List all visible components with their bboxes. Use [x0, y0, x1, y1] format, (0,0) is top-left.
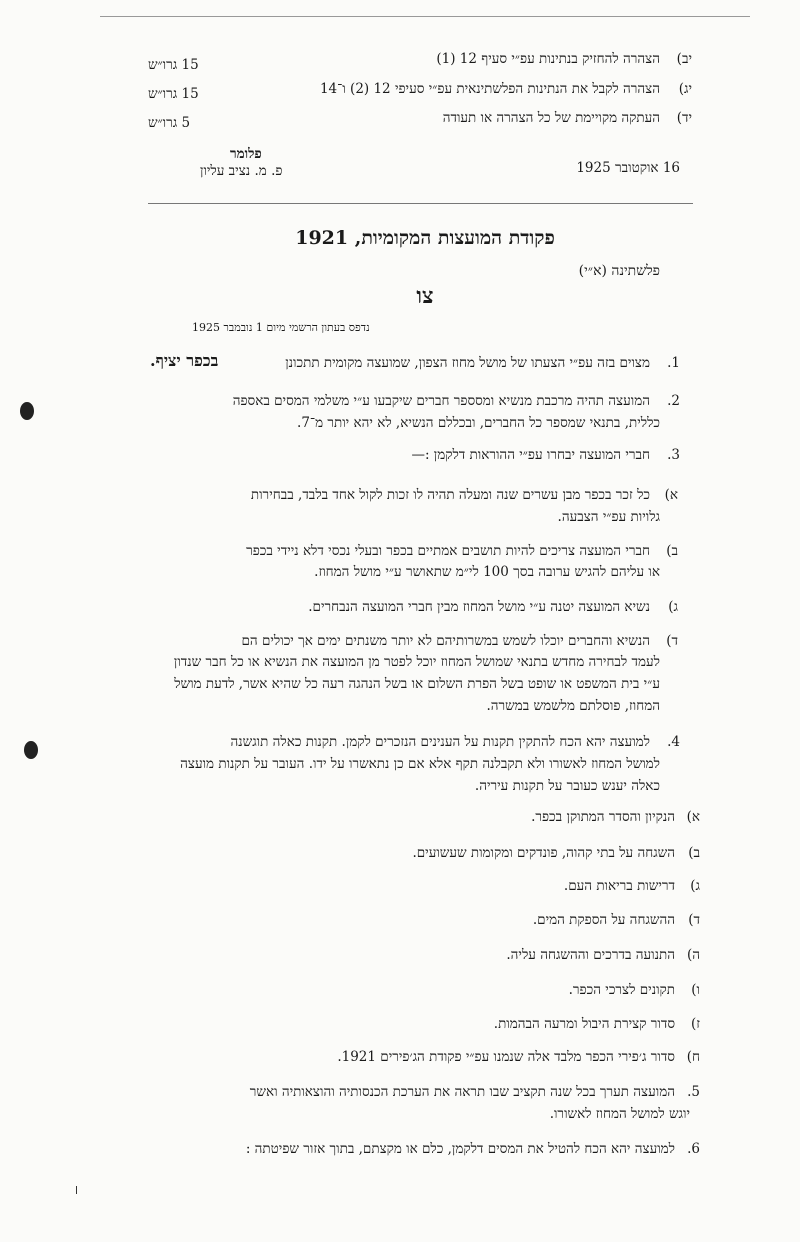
para-1-place: בכפר יציף.	[150, 351, 219, 370]
signature-date: 16 אוקטובר 1925	[576, 160, 680, 176]
sub-d-line: ע״י בית המשפט או שופט בשל הפרת השלום או בשל הנהגה רעה כל שהיא אשר, לדעת מושל	[174, 676, 660, 692]
para-3-text: חברי המועצה יבחרו עפ״י ההוראות דלקמן :—	[411, 447, 650, 463]
fee-item-amount: 15 גרו״ש	[148, 57, 199, 73]
sub-d-line: המחוז, פוסלתם מלשמש במשרה.	[486, 698, 660, 714]
publication-note: נדפס בעתון הרשמי מיום 1 נובמבר 1925	[192, 321, 370, 334]
para-5-num: 5.	[687, 1084, 700, 1100]
sub-d-line: לעמד לבחירה מחדש בתנאי שמושל המחוז יוכל לפטר מן המועצה את הנשיא או כל חבר שנדון	[173, 654, 660, 670]
fee-item-num: יד)	[676, 110, 692, 126]
list-item-num: ח)	[686, 1049, 700, 1065]
signature-name: פלומר	[230, 146, 262, 162]
top-scan-line	[100, 16, 750, 17]
sub-g-text: נשיא המועצה יטנה ע״י מושל המחוז מבין חברי המועצה הנבחרים.	[308, 599, 650, 615]
list-item-num: ב)	[688, 845, 700, 861]
list-item-num: ד)	[688, 912, 700, 928]
para-3-num: 3.	[667, 447, 680, 463]
sub-g-num: ג)	[668, 599, 678, 615]
para-1-num: 1.	[667, 355, 680, 371]
para-2-num: 2.	[667, 393, 680, 409]
para-4-num: 4.	[667, 734, 680, 750]
para-4-line: למועצה יהא הכח להתקין תקנות על הענינים הנזכרים לקמן. תקנות כאלה תוגשנה	[230, 734, 650, 750]
fee-item-num: יב)	[676, 51, 692, 67]
sub-b-line: חברי המועצה צריכים להיות תושבים אמתיים בכפר ובעלי נכסי דלא ניידי בכפר	[246, 543, 650, 559]
fee-item-text: העתקה מקויימת של כל הצהרה או תעודה	[442, 110, 660, 126]
list-item: הנקיון והסדר המתוקן בכפר.	[531, 809, 675, 825]
list-item: סדור ג׳פירי הכפר מלבד אלה שנמנו עפ״י פקודת הג׳פירים 1921.	[337, 1049, 675, 1065]
list-item: דרישות בריאות העם.	[563, 878, 675, 894]
sub-a-line: גלויות עפ״י הצבעה.	[557, 509, 660, 525]
list-item: השגחה על בתי קהוה, פונדקים ומקומות שעשועים.	[412, 845, 675, 861]
signature-title: פ. מ. נציב עליון	[200, 163, 283, 179]
binding-hole-mark	[24, 741, 38, 759]
sub-b-num: ב)	[666, 543, 678, 559]
list-item-num: ג)	[690, 878, 700, 894]
list-item-num: א)	[686, 809, 700, 825]
fee-item-num: יג)	[678, 81, 692, 97]
para-4-line: למושל המחוז לאשורו ולא תקבלנה תקף אלא אם כן נתאשרו על ידו. העובר על תקנות מועצה	[180, 756, 660, 772]
para-5-line: המועצה תערך בכל שנה תקציב שבו תראה את הערכת הכנסותיה והוצאותיה ואשר	[249, 1084, 675, 1100]
list-item: תקונים לצרכי הכפר.	[568, 982, 675, 998]
ordinance-title: פקודת המועצות המקומיות, 1921	[295, 227, 555, 249]
binding-hole-mark	[20, 402, 34, 420]
scan-mark	[76, 1186, 77, 1194]
list-item-num: ה)	[686, 947, 700, 963]
list-item: ההשגחה על הספקת המים.	[532, 912, 675, 928]
fee-item-text: הצהרה לקבל את הנתינות הפלשתינאית עפ״י סעיפי 12 (2) ו־14	[319, 81, 660, 97]
sub-d-line: הנשיא והחברים יוכלו לשמש במשרותיהם לא יותר משנתים ימים אך יכולים הם	[241, 633, 650, 649]
fee-item-amount: 15 גרו״ש	[148, 86, 199, 102]
sub-a-line: כל זכר בכפר מבן עשרים שנה ומעלה תהיה לו זכות לקול אחד בלבד, בבחירות	[250, 487, 650, 503]
sub-b-line: או עליהם להגיש ערובה בסך 100 לי״מ שתאושר ע״י מושל המחוז.	[314, 564, 660, 580]
fee-item-text: הצהרה להחזיק בנתינות עפ״י סעיף 12 (1)	[436, 51, 660, 67]
para-2-line: כללית, בתנאי שמספר כל החברים, ובכללם הנשיא, לא יהא יותר מ־7.	[297, 415, 660, 431]
para-2-line: המועצה תהיה מרכבת מנשיא ומסספר חברים שיקבעו ע״י משלמי המסים באספה	[232, 393, 650, 409]
list-item: התנועה בדרכים וההשגחה עליה.	[506, 947, 675, 963]
sub-d-num: ד)	[666, 633, 678, 649]
list-item-num: ו)	[691, 982, 700, 998]
para-6-text: למועצה יהא הכח להטיל את המסים דלקמן, כלם או מקצתם, בתוך אזור שפיטתה :	[245, 1141, 675, 1157]
sub-a-num: א)	[664, 487, 678, 503]
section-divider	[148, 203, 693, 204]
para-5-line: יוגש למושל המחוז לאשורו.	[549, 1106, 690, 1122]
para-6-num: 6.	[687, 1141, 700, 1157]
para-4-line: כאלה יענש כעובר על תקנות עיריה.	[474, 778, 660, 794]
para-1-text: מצוים בזה עפ״י הצעתו של מושל מחוז הצפון, שמועצה מקומית תתכונן	[285, 355, 650, 371]
order-heading: צו	[416, 283, 434, 309]
country-label: פלשתינה (א״י)	[578, 263, 660, 279]
list-item: סדור קצירת היבול ומרעה הבהמות.	[493, 1016, 675, 1032]
fee-item-amount: 5 גרו״ש	[148, 115, 191, 131]
list-item-num: ז)	[690, 1016, 700, 1032]
